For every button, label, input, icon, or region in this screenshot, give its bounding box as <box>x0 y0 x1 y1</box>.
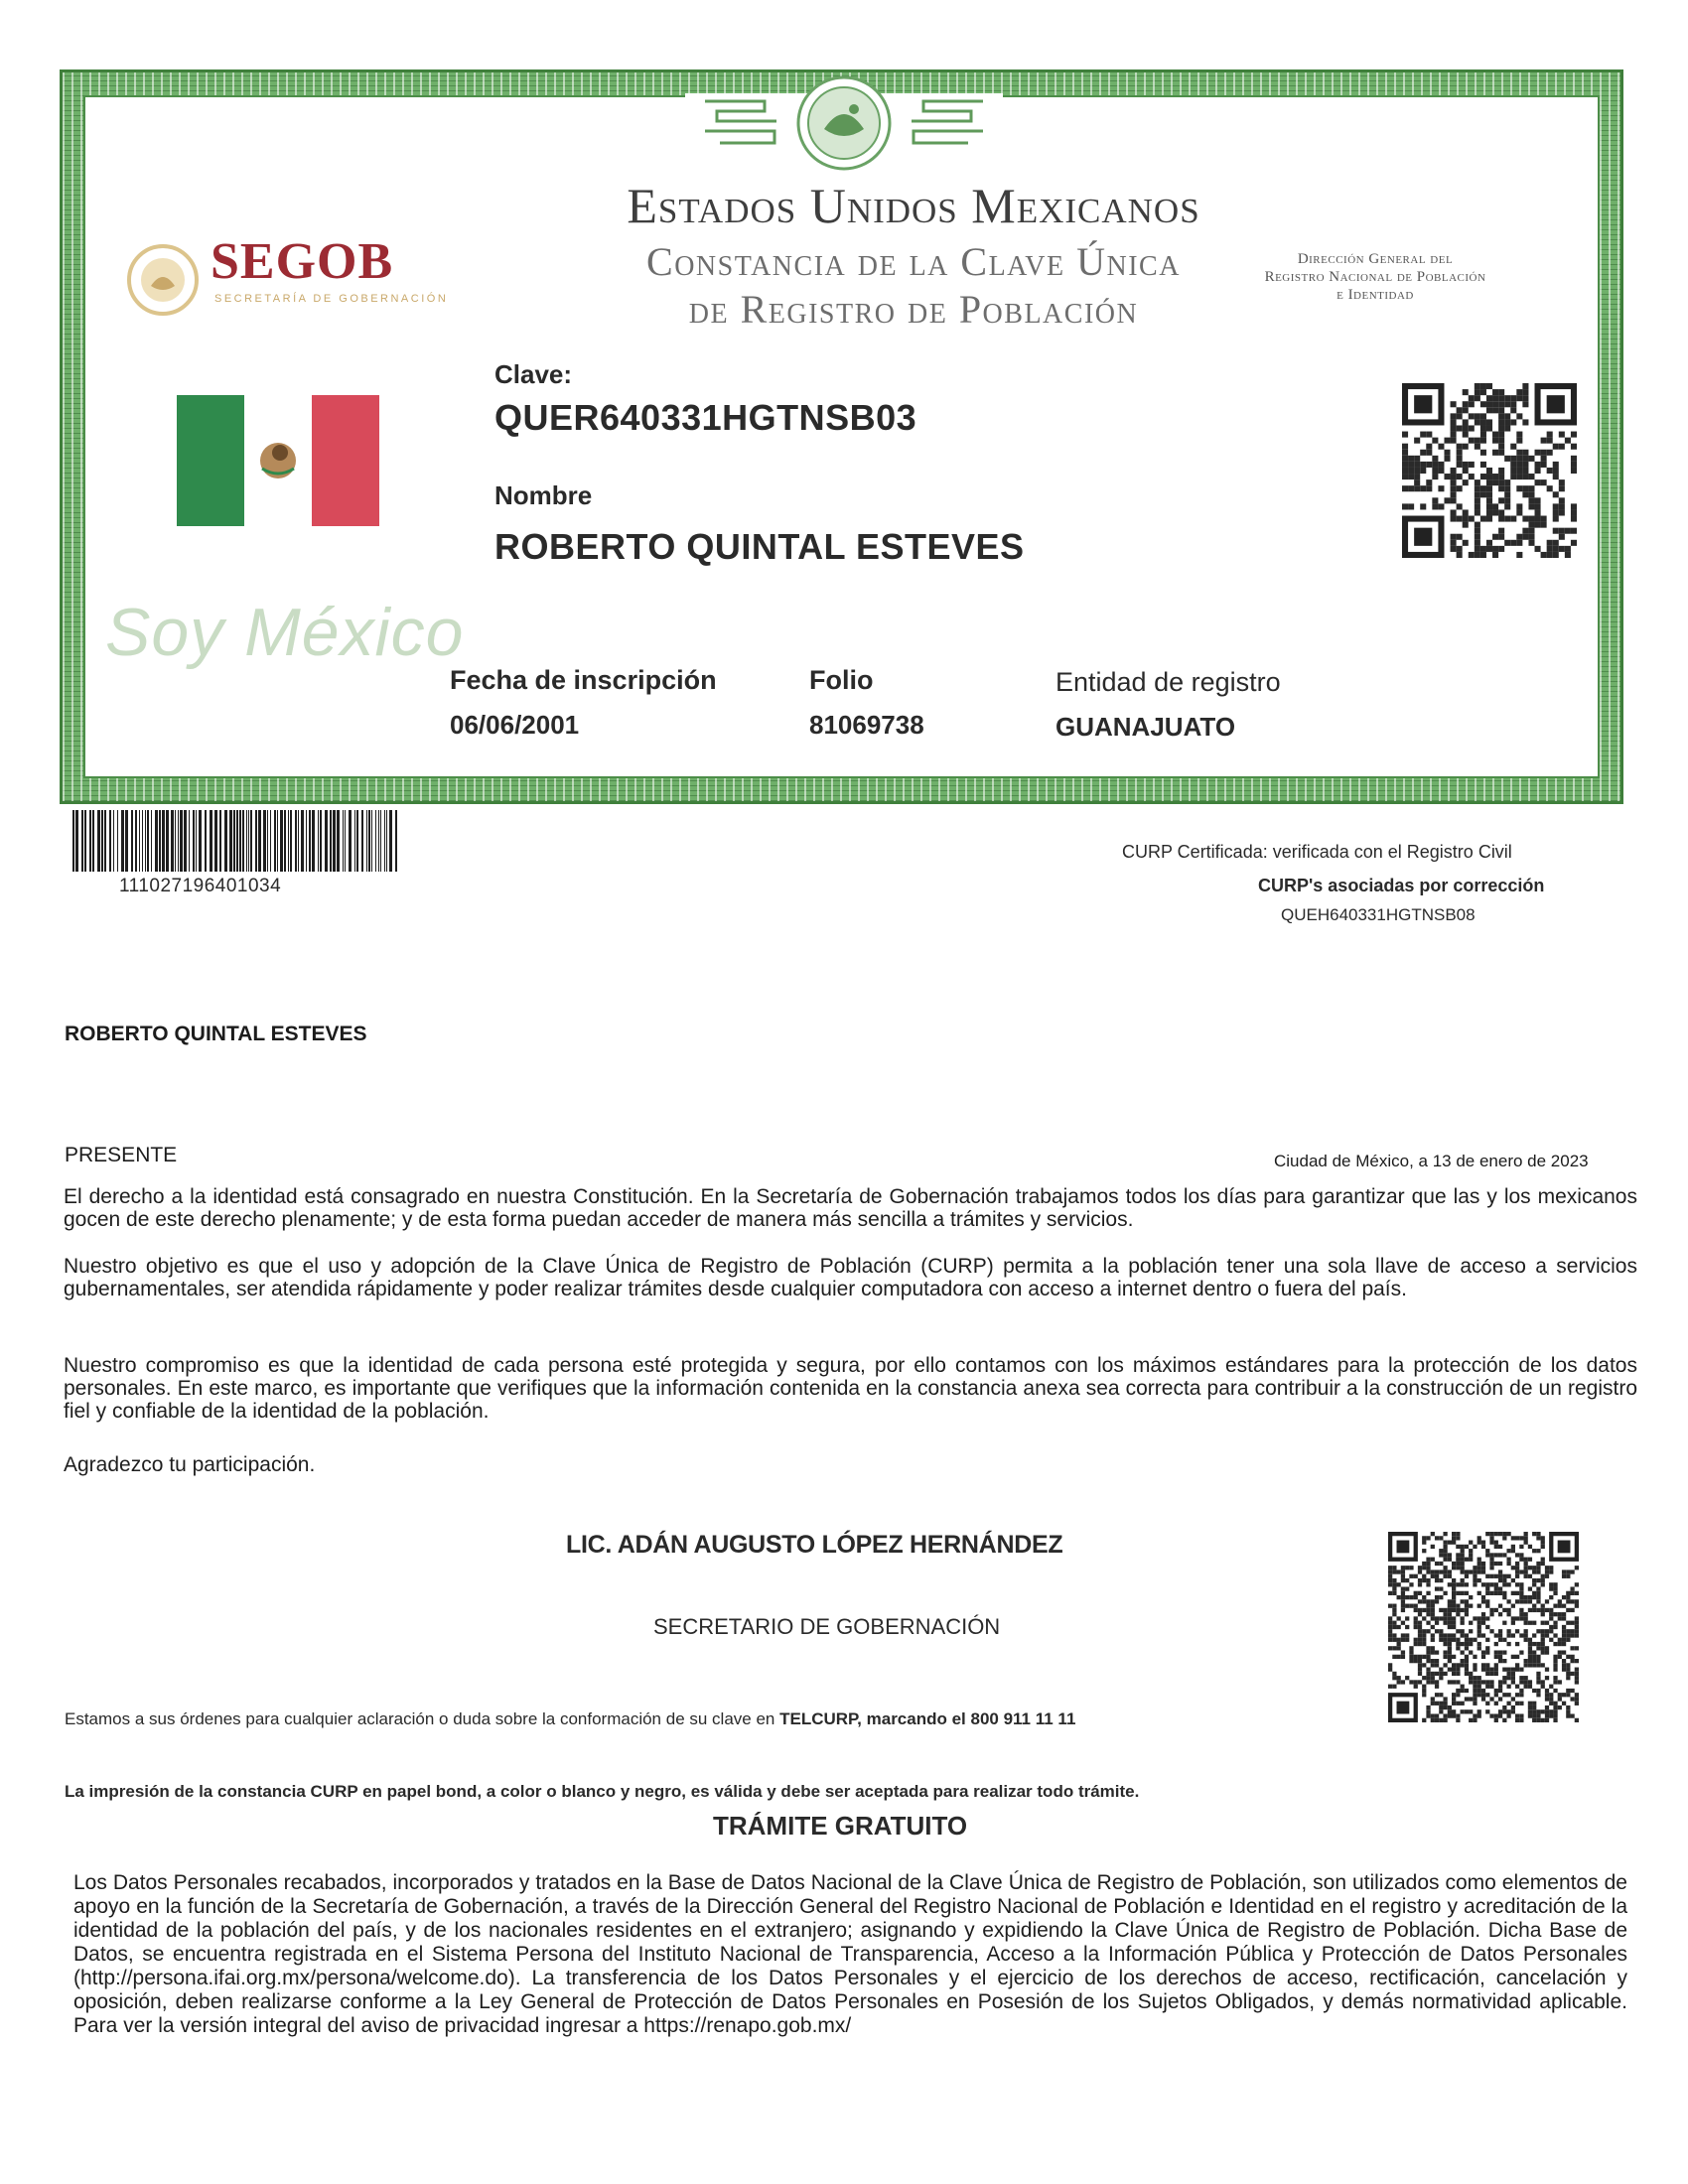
folio-label: Folio <box>809 665 874 695</box>
presente: PRESENTE <box>65 1144 178 1166</box>
qr-code-signature-icon <box>1388 1532 1579 1722</box>
tramite-gratuito: TRÁMITE GRATUITO <box>713 1811 968 1841</box>
telcurp-notice <box>65 1709 1075 1729</box>
barcode-number: 111027196401034 <box>119 876 282 896</box>
folio-value: 81069738 <box>809 710 924 740</box>
mexico-flag-icon <box>177 395 379 526</box>
segob-logo-text: SEGOB <box>211 233 394 290</box>
signer-name: LIC. ADÁN AUGUSTO LÓPEZ HERNÁNDEZ <box>566 1531 1063 1559</box>
letter-date: Ciudad de México, a 13 de enero de 2023 <box>1274 1152 1589 1170</box>
curp-asociadas-label: CURP's asociadas por corrección <box>1258 876 1545 895</box>
impresion-notice: La impresión de la constancia CURP en papel bond, a color o blanco y negro, es válida y debe ser aceptada para realizar todo trámite. <box>65 1782 1140 1801</box>
soy-mexico-watermark: Soy México <box>105 595 465 670</box>
paragraph-1: El derecho a la identidad está consagrado en nuestra Constitución. En la Secretaría de Gobernación trabajamos todos los días para garantizar que las y los mexicanos gocen de este derecho plenamente; y de esta forma puedan acceder de manera más sencilla a trámites y servicios. <box>64 1185 1637 1231</box>
segob-subtitle: SECRETARÍA DE GOBERNACIÓN <box>214 293 449 305</box>
document-title-line1: Constancia de la Clave Única <box>646 239 1181 284</box>
fecha-inscripcion-label: Fecha de inscripción <box>450 665 717 695</box>
agency-line2: Registro Nacional de Población <box>1264 269 1486 285</box>
nombre-label: Nombre <box>494 480 593 510</box>
privacy-notice: Los Datos Personales recabados, incorporados y tratados en la Base de Datos Nacional de la Clave Única de Registro de Población, son utilizados como elementos de apoyo en la función de la Secretaría de Gobernación, a través de la Dirección General del Registro Nacional de Población e Identidad en el registro y acreditación de la identidad de la población del país, y de los nacionales residentes en el extranjero; asignando y expidiendo la Clave Única de Registro de Población. Dicha Base de Datos, se encuentra registrada en el Sistema Persona del Instituto Nacional de Transparencia, Acceso a la Información Pública y Protección de Datos Personales (http://persona.ifai.org.mx/persona/welcome.do). La transferencia de los Datos Personales y el ejercicio de los derechos de acceso, rectificación, cancelación y oposición, deben realizarse conforme a la Ley General de Protección de Datos Personales en Posesión de los Sujetos Obligados, y demás normatividad aplicable. Para ver la versión integral del aviso de privacidad ingresar a https://renapo.gob.mx/ <box>73 1871 1627 2037</box>
paragraph-3: Nuestro compromiso es que la identidad de cada persona esté protegida y segura, por ello contamos con los máximos estándares para la protección de los datos personales. En este marco, es importante que verifiques que la información contenida en la constancia anexa sea correcta para contribuir a la construcción de un registro fiel y confiable de la identidad de la población. <box>64 1354 1637 1423</box>
entidad-value: GUANAJUATO <box>1055 712 1236 742</box>
agency-name <box>1216 250 1534 304</box>
document-title-line2: de Registro de Población <box>688 287 1139 332</box>
curp-asociadas-value: QUEH640331HGTNSB08 <box>1281 905 1476 924</box>
agency-line1: Dirección General del <box>1297 251 1454 267</box>
clave-label: Clave: <box>494 359 573 389</box>
clave-value: QUER640331HGTNSB03 <box>494 397 917 438</box>
paragraph-2: Nuestro objetivo es que el uso y adopción de la Clave Única de Registro de Población (CURP) permita a la población tener una sola llave de acceso a servicios gubernamentales, ser atendida rápidamente y poder realizar trámites desde cualquier computadora con acceso a internet dentro o fuera del país. <box>64 1255 1637 1300</box>
entidad-label: Entidad de registro <box>1055 667 1281 697</box>
fecha-inscripcion-value: 06/06/2001 <box>450 710 580 740</box>
national-emblem-icon <box>685 71 1003 181</box>
telcurp-prefix: Estamos a sus órdenes para cualquier aclaración o duda sobre la conformación de su clave en <box>65 1709 780 1728</box>
country-title: Estados Unidos Mexicanos <box>627 178 1200 233</box>
curp-certificada: CURP Certificada: verificada con el Registro Civil <box>1122 842 1512 862</box>
qr-code-icon <box>1402 383 1577 558</box>
paragraph-4: Agradezco tu participación. <box>64 1453 316 1476</box>
telcurp-number: TELCURP, marcando el 800 911 11 11 <box>779 1709 1076 1728</box>
agency-line3: e Identidad <box>1336 287 1414 303</box>
nombre-value: ROBERTO QUINTAL ESTEVES <box>494 526 1025 567</box>
segob-emblem-icon <box>121 238 205 322</box>
letter-recipient: ROBERTO QUINTAL ESTEVES <box>65 1023 367 1045</box>
barcode-icon <box>72 810 400 872</box>
signer-title: SECRETARIO DE GOBERNACIÓN <box>653 1614 1001 1639</box>
